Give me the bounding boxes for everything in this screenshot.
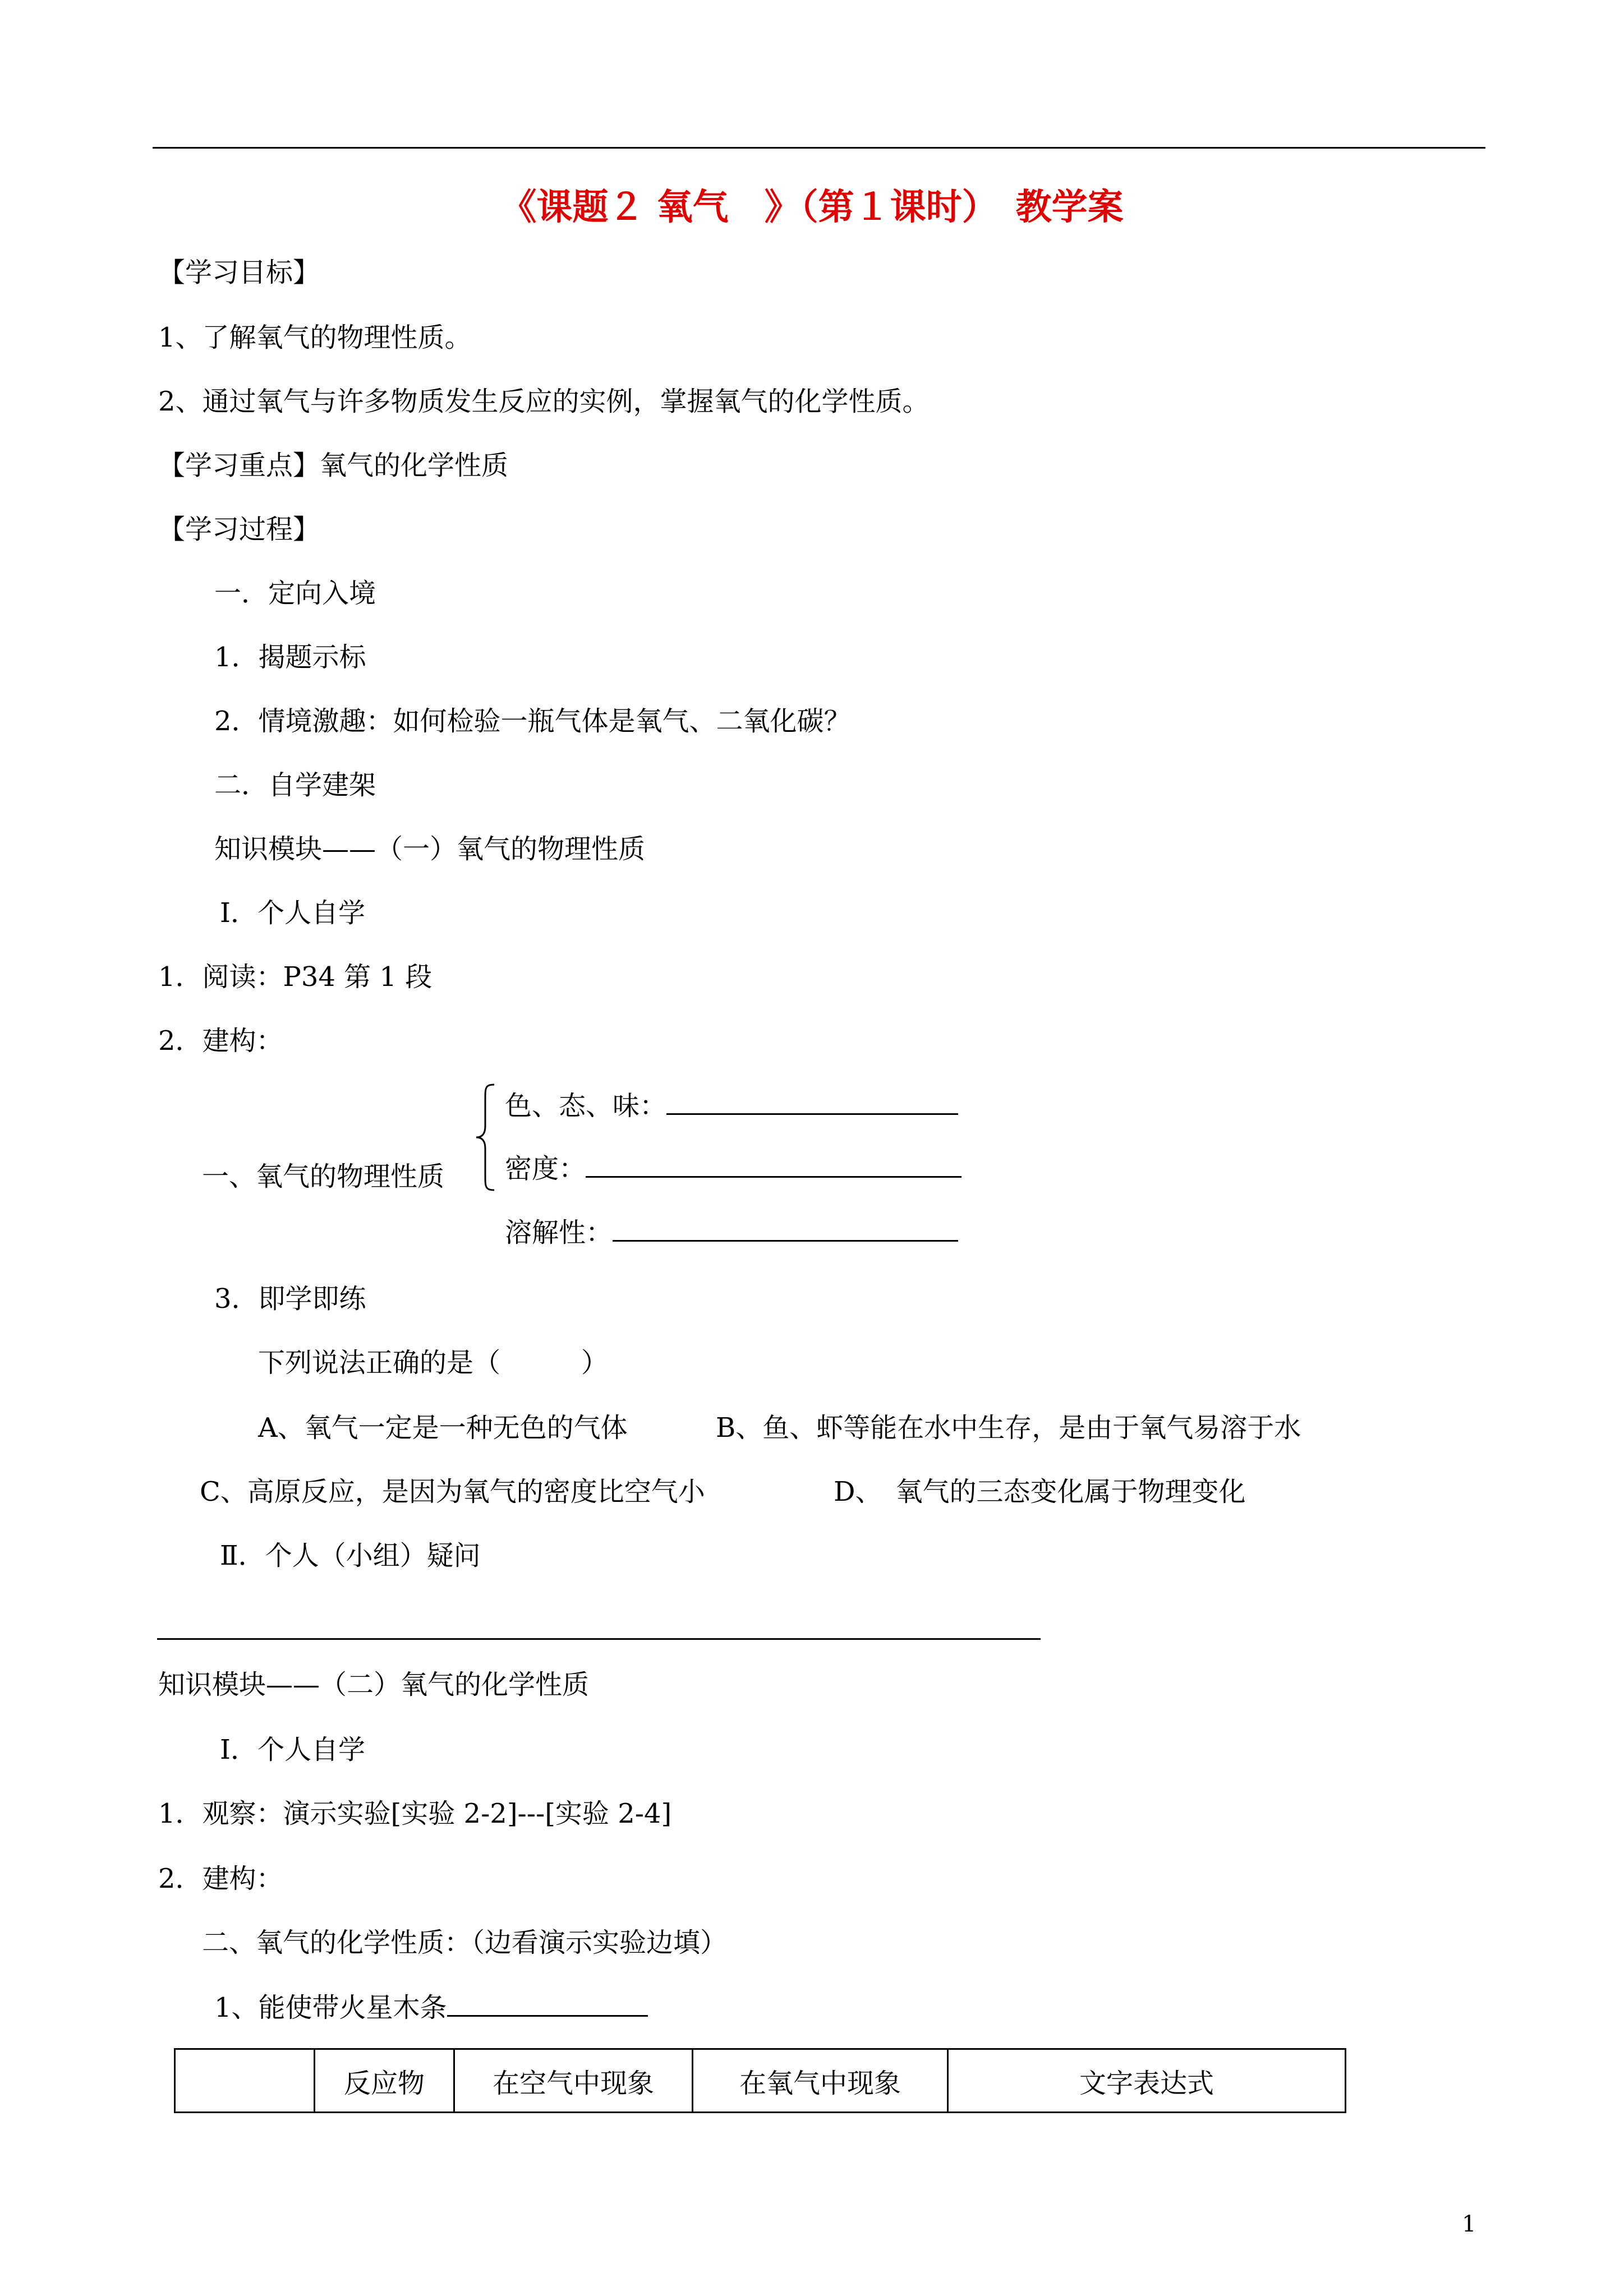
density-row [505,1153,961,1184]
spark-item-blank[interactable] [447,1993,648,2017]
build-heading-2: 2．建构： [158,1863,283,1894]
practice-heading: 3．即学即练 [214,1283,366,1315]
table-header-cell: 文字表达式 [948,2049,1346,2113]
question-answer-line[interactable] [157,1638,1041,1640]
option-b: B、鱼、虾等能在水中生存，是由于氧气易溶于水 [716,1412,1301,1444]
self-study-heading-2: Ⅰ．个人自学 [220,1734,365,1765]
item-scenario: 2．情境激趣：如何检验一瓶气体是氧气、二氧化碳？ [214,706,851,737]
physical-properties-label: 一、氧气的物理性质 [202,1161,445,1192]
objectives-heading: 【学习目标】 [158,257,320,288]
curly-brace-icon [474,1082,496,1192]
observe-instruction: 1．观察：演示实验[实验 2-2]---[实验 2-4] [158,1798,672,1829]
section-self-study: 二．自学建架 [214,769,376,801]
build-heading-1: 2．建构： [158,1025,283,1057]
reading-instruction: 1．阅读：P34 第 1 段 [158,961,433,993]
solubility-row [505,1217,958,1248]
question-section-heading: Ⅱ．个人（小组）疑问 [220,1540,481,1571]
section-orientation: 一．定向入境 [214,578,376,609]
solubility-label: 溶解性： [505,1217,613,1248]
table-header-cell: 在氧气中现象 [693,2049,948,2113]
color-state-smell-row [505,1090,958,1122]
module-chemical-heading: 知识模块——（二）氧气的化学性质 [158,1669,590,1700]
spark-item-row [214,1992,648,2023]
header-rule [153,147,1485,149]
item-reveal-goals: 1．揭题示标 [214,642,366,673]
objective-1: 1、了解氧气的物理性质。 [158,322,472,353]
practice-question: 下列说法正确的是（ ） [258,1347,609,1378]
option-c: C、高原反应，是因为氧气的密度比空气小 [200,1476,705,1507]
option-a: A、氧气一定是一种无色的气体 [258,1412,628,1444]
self-study-heading-1: Ⅰ．个人自学 [220,897,365,929]
table-header-cell: 在空气中现象 [454,2049,693,2113]
process-heading: 【学习过程】 [158,514,320,545]
experiment-table [174,2048,1346,2113]
key-point: 【学习重点】氧气的化学性质 [158,450,509,481]
table-header-cell: 反应物 [315,2049,454,2113]
module-physical-heading: 知识模块——（一）氧气的物理性质 [214,833,646,865]
color-state-smell-label: 色、态、味： [505,1090,667,1122]
option-d: D、 氧气的三态变化属于物理变化 [834,1476,1246,1507]
document-title: 《课题２ 氧气 》（第１课时） 教学案 [500,187,1124,228]
density-label: 密度： [505,1153,586,1184]
table-header-row [175,2049,1346,2113]
spark-item-label: 1、能使带火星木条 [214,1992,447,2023]
color-state-smell-blank[interactable] [666,1091,958,1115]
table-header-cell [175,2049,315,2113]
chemical-properties-heading: 二、氧气的化学性质：（边看演示实验边填） [202,1927,728,1958]
solubility-blank[interactable] [613,1218,958,1242]
density-blank[interactable] [586,1154,961,1178]
objective-2: 2、通过氧气与许多物质发生反应的实例，掌握氧气的化学性质。 [158,386,930,417]
page-number: 1 [1462,2211,1476,2237]
